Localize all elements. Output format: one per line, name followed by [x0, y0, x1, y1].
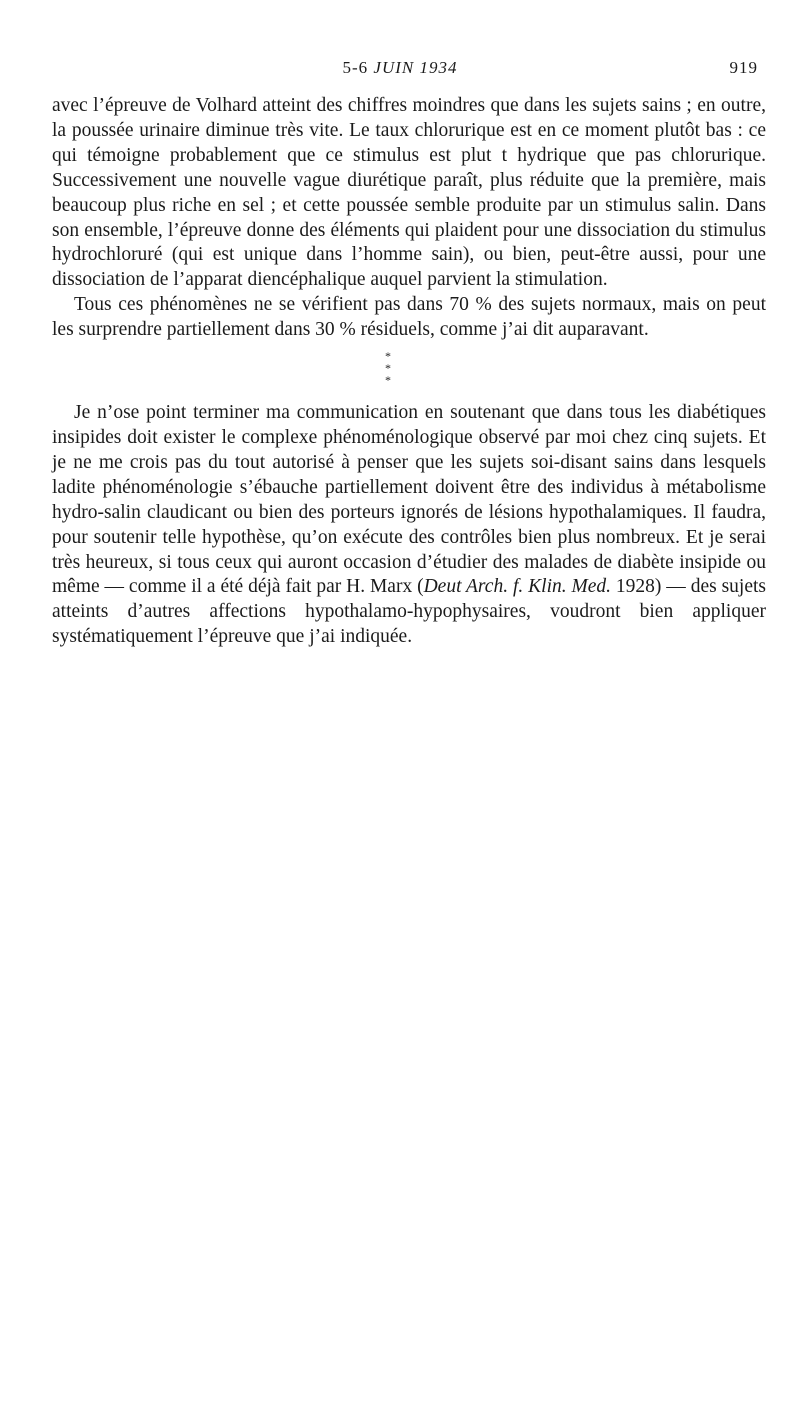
- paragraph-1: avec l’épreuve de Volhard atteint des chiffres moindres que dans les sujets sains ; en outre, la poussée urinaire diminue très vite. Le taux chlorurique est en ce moment plutôt bas : ce qui témoigne probablement que ce stimulus est plut t hydrique que pas chlorurique. Successivement une nouvelle vague diurétique paraît, plus réduite que la première, mais beaucoup plus riche en sel ; et cette poussée semble produite par un stimulus salin. Dans son ensemble, l’épreuve donne des éléments qui plaident pour une dissociation du stimulus hydrochloruré (qui est unique dans l’homme sain), ou bien, peut-être aussi, pour une dissociation de l’apparat diencéphalique auquel parvient la stimulation.: [52, 95, 766, 291]
- asterism: [368, 350, 408, 390]
- paragraph-2: Tous ces phénomènes ne se vérifient pas dans 70 % des sujets normaux, mais on peut les surprendre partiellement dans 30 % résiduels, comme j’ai dit auparavant.: [52, 294, 766, 341]
- paragraph-3: [52, 401, 766, 650]
- section-break: [52, 343, 766, 401]
- running-head-month-year: JUIN 1934: [373, 58, 458, 77]
- paragraph-3-text-b: 1928) — des sujets atteints d’autres affections hypothalamo-hypophysaires, voudront bien appliquer systématiquement l’épreuve que j’ai indiquée.: [52, 576, 766, 648]
- citation-journal: Deut Arch. f. Klin. Med.: [423, 576, 612, 598]
- asterism-top: *: [385, 349, 391, 364]
- page-number: 919: [729, 58, 758, 77]
- running-head-day: 5-6: [342, 58, 369, 77]
- running-head-date: [0, 58, 800, 78]
- paragraph-3-text-a: Je n’ose point terminer ma communication en soutenant que dans tous les diabétiques insipides doit exister le complexe phénoménologique observé par moi chez cinq sujets. Et je ne me crois pas du tout autorisé à penser que les sujets soi-disant sains dans lesquels ladite phénoménologie s’ébauche partiellement doivent être des individus à métabolisme hydro-salin claudicant ou bien des porteurs ignorés de lésions hypothalamiques. Il faudra, pour soutenir telle hypothèse, qu’on exécute des contrôles bien plus nombreux. Et je serai très heureux, si tous ceux qui auront occasion d’étudier des malades de diabète insipide ou même — comme il a été déjà fait par H. Marx (: [52, 402, 766, 598]
- asterism-bottom: * *: [385, 361, 401, 388]
- running-head: [0, 58, 800, 82]
- body-text: [52, 94, 766, 650]
